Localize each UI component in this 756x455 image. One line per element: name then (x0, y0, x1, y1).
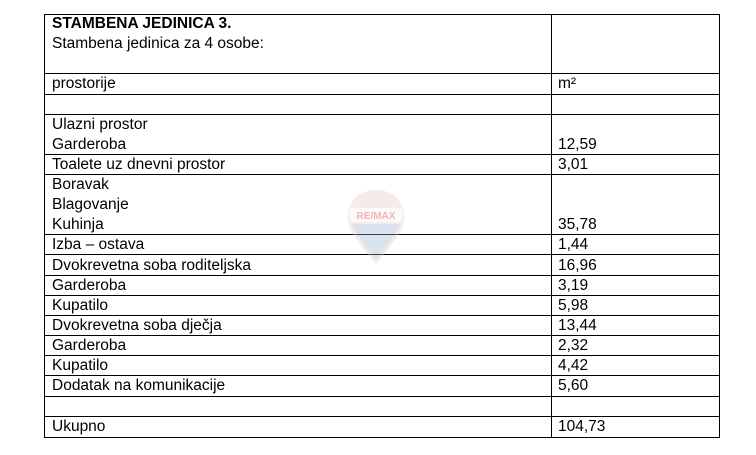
room-name: Dodatak na komunikacije (52, 377, 226, 394)
room-area: 3,01 (558, 156, 589, 173)
room-name: Ulazni prostor (52, 116, 148, 133)
row-divider (44, 295, 720, 296)
room-area: 5,60 (558, 377, 589, 394)
column-header-area: m² (558, 75, 577, 92)
room-name: Garderoba (52, 337, 127, 354)
room-area: 1,44 (558, 236, 589, 253)
total-value: 104,73 (558, 418, 606, 435)
room-area: 12,59 (558, 136, 597, 153)
room-name: Kupatilo (52, 357, 109, 374)
total-label: Ukupno (52, 418, 106, 435)
room-name: Garderoba (52, 277, 127, 294)
room-name: Boravak (52, 176, 109, 193)
column-header-rooms: prostorije (52, 75, 116, 92)
room-name: Garderoba (52, 136, 127, 153)
room-area: 13,44 (558, 317, 597, 334)
row-divider (44, 94, 720, 95)
room-name: Kuhinja (52, 216, 104, 233)
room-area: 16,96 (558, 257, 597, 274)
remax-balloon-watermark (346, 188, 406, 266)
room-name: Blagovanje (52, 196, 129, 213)
row-divider (44, 355, 720, 356)
row-divider (44, 73, 720, 74)
room-area: 5,98 (558, 297, 589, 314)
room-area: 2,32 (558, 337, 589, 354)
row-divider (44, 396, 720, 397)
room-area: 3,19 (558, 277, 589, 294)
unit-title: STAMBENA JEDINICA 3. (52, 15, 232, 32)
watermark-text: RE/MAX (356, 211, 396, 222)
room-name: Kupatilo (52, 297, 109, 314)
room-name: Izba – ostava (52, 236, 145, 253)
room-name: Dvokrevetna soba roditeljska (52, 257, 252, 274)
room-name: Toalete uz dnevni prostor (52, 156, 226, 173)
room-area: 35,78 (558, 216, 597, 233)
unit-subtitle: Stambena jedinica za 4 osobe: (52, 35, 264, 52)
room-name: Dvokrevetna soba dječja (52, 317, 222, 334)
row-divider (44, 416, 720, 417)
room-area: 4,42 (558, 357, 589, 374)
